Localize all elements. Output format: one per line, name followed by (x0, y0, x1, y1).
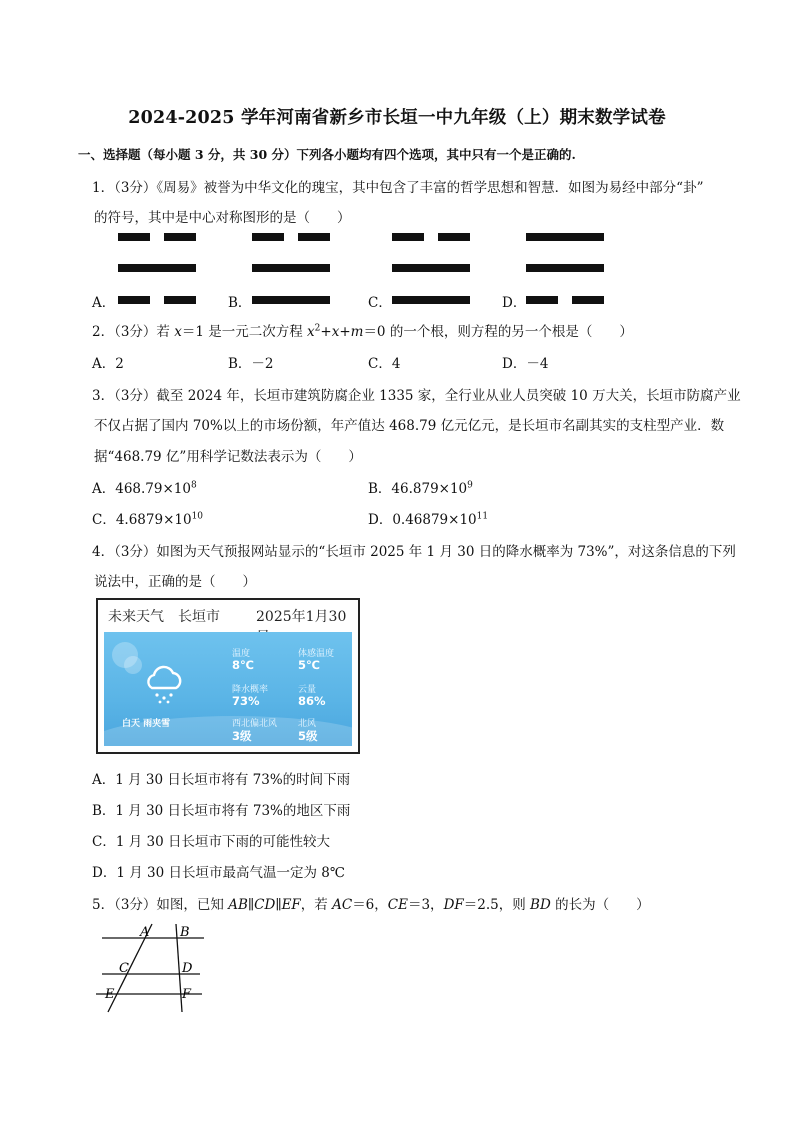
q3-option-c-exp: 10 (191, 511, 204, 522)
q3-option-b-base: B．46.879×10 (368, 481, 468, 497)
q5-v2: ＝3， (407, 897, 444, 913)
q5-cd: CD (254, 897, 276, 913)
q5-v1: ＝6， (352, 897, 388, 913)
weather-condition: 白天 雨夹雪 (122, 719, 171, 729)
q1-line-1: 1．（3分）《周易》被誉为中华文化的瑰宝，其中包含了丰富的哲学思想和智慧．如图为易经中部分“卦” (92, 180, 704, 196)
q4-option-c[interactable]: C．1 月 30 日长垣市下雨的可能性较大 (92, 834, 330, 850)
weather-date: 2025年1月30 (256, 609, 347, 625)
q4-option-b[interactable]: B．1 月 30 日长垣市将有 73%的地区下雨 (92, 803, 351, 819)
q5-par1: ∥ (247, 897, 255, 913)
q2-option-d[interactable]: D．－4 (502, 356, 549, 372)
q5-par2: ∥ (275, 897, 282, 913)
q1-line-2: 的符号，其中是中心对称图形的是（ ） (94, 210, 351, 226)
trigram-a-line-1-left (118, 233, 150, 241)
q3-line-2: 不仅占据了国内 70%以上的市场份额，年产值达 468.79 亿元亿元，是长垣市名副其实的支柱型产业．数 (94, 418, 725, 434)
q3-option-d-base: D．0.46879×10 (368, 512, 477, 528)
trigram-b-line-1-right (298, 233, 330, 241)
q5-v3: ＝2.5，则 (463, 897, 531, 913)
q5-ef: EF (281, 897, 301, 913)
q2-option-c[interactable]: C．4 (368, 356, 401, 372)
q2-eq-rest: +x+m (320, 324, 364, 340)
q3-line-3: 据“468.79 亿”用科学记数法表示为（ ） (94, 449, 362, 465)
weather-label-cloud: 云量 (298, 685, 317, 695)
point-f-label: F (182, 987, 192, 1002)
exam-title: 2024-2025 学年河南省新乡市长垣一中九年级（上）期末数学试卷 (128, 108, 666, 128)
weather-value-feels: 5℃ (298, 658, 320, 672)
q3-option-c[interactable] (92, 508, 203, 528)
q2-eq-x: x (307, 324, 315, 340)
trigram-d-line-1 (526, 233, 604, 241)
q2-pre: 2．（3分）若 (92, 324, 175, 340)
q3-option-a[interactable] (92, 477, 197, 497)
q2-stem (92, 320, 633, 340)
weather-label-precip: 降水概率 (232, 685, 269, 695)
q5-ab: AB (228, 897, 248, 913)
weather-label-wind-dir: 西北偏北风 (232, 719, 278, 729)
trigram-d-line-2 (526, 264, 604, 272)
point-a-label: A (140, 925, 150, 940)
q3-option-a-exp: 8 (190, 480, 197, 491)
q1-option-b-label[interactable]: B． (228, 295, 252, 311)
section-heading: 一、选择题（每小题 3 分，共 30 分）下列各小题均有四个选项，其中只有一个是正确的. (78, 147, 576, 162)
q3-option-b[interactable] (368, 477, 473, 497)
weather-value-temp: 8℃ (232, 658, 254, 672)
q4-line-1: 4．（3分）如图为天气预报网站显示的“长垣市 2025 年 1 月 30 日的降水概率为 73%”，对这条信息的下列 (92, 544, 736, 560)
sleet-cloud-icon (142, 662, 186, 706)
weather-label-temp: 温度 (232, 649, 251, 659)
trigram-d-line-3-left (526, 296, 558, 304)
q5-stem (92, 893, 650, 913)
q3-option-a-base: A．468.79×10 (92, 481, 191, 497)
q3-option-b-exp: 9 (467, 480, 473, 491)
q5-df: DF (443, 897, 464, 913)
q5-mid: ，若 (300, 897, 333, 913)
q5-parallel-lines-figure (92, 920, 212, 1016)
trigram-a-line-1-right (164, 233, 196, 241)
q1-option-d-label[interactable]: D． (502, 295, 527, 311)
trigram-a-line-3-left (118, 296, 150, 304)
weather-value-precip: 73% (232, 694, 260, 708)
weather-header (98, 600, 358, 630)
q4-line-2: 说法中，正确的是（ ） (94, 574, 256, 590)
weather-location: 未来天气 长垣市 (108, 609, 220, 625)
q4-option-d[interactable]: D．1 月 30 日长垣市最高气温一定为 8℃ (92, 865, 345, 881)
q5-bd: BD (530, 897, 551, 913)
trigram-d-line-3-right (572, 296, 604, 304)
q3-line-1: 3．（3分）截至 2024 年，长垣市建筑防腐企业 1335 家，全行业从业人员突破 10 万大关，长垣市防腐产业 (92, 388, 741, 404)
trigram-c-line-3 (392, 296, 470, 304)
point-b-label: B (180, 925, 190, 940)
point-d-label: D (182, 961, 193, 976)
trigram-b-line-1-left (252, 233, 284, 241)
trigram-c-line-1-left (392, 233, 424, 241)
point-c-label: C (119, 961, 129, 976)
q5-ac: AC (332, 897, 353, 913)
q3-option-d[interactable] (368, 508, 488, 528)
weather-value-wind-dir: 3级 (232, 729, 252, 743)
q2-var-x: x (174, 324, 182, 340)
point-e-label: E (105, 987, 115, 1002)
q2-mid2: ＝0 的一个根，则方程的另一个根是（ ） (363, 324, 633, 340)
q5-pre: 5．（3分）如图，已知 (92, 897, 229, 913)
q2-option-b[interactable]: B．－2 (228, 356, 274, 372)
trigram-a-line-3-right (164, 296, 196, 304)
q4-option-a[interactable]: A．1 月 30 日长垣市将有 73%的时间下雨 (92, 772, 351, 788)
q5-ce: CE (387, 897, 408, 913)
decor-bubble (124, 656, 142, 674)
weather-value-wind: 5级 (298, 729, 318, 743)
weather-label-wind: 北风 (298, 719, 317, 729)
trigram-b-line-3 (252, 296, 330, 304)
trigram-c-line-2 (392, 264, 470, 272)
q3-option-c-base: C．4.6879×10 (92, 512, 192, 528)
q1-option-c-label[interactable]: C． (368, 295, 392, 311)
trigram-c-line-1-right (438, 233, 470, 241)
weather-value-cloud: 86% (298, 694, 326, 708)
q5-end: 的长为（ ） (550, 897, 650, 913)
q2-eq-sup: 2 (314, 323, 321, 334)
weather-widget-image (96, 598, 360, 754)
trigram-b-line-2 (252, 264, 330, 272)
q2-option-a[interactable]: A．2 (92, 356, 124, 372)
weather-label-feels: 体感温度 (298, 649, 335, 659)
q3-option-d-exp: 11 (476, 511, 489, 522)
q2-mid1: ＝1 是一元二次方程 (181, 324, 308, 340)
weather-panel (104, 632, 352, 746)
trigram-a-line-2 (118, 264, 196, 272)
q1-option-a-label[interactable]: A． (92, 295, 116, 311)
